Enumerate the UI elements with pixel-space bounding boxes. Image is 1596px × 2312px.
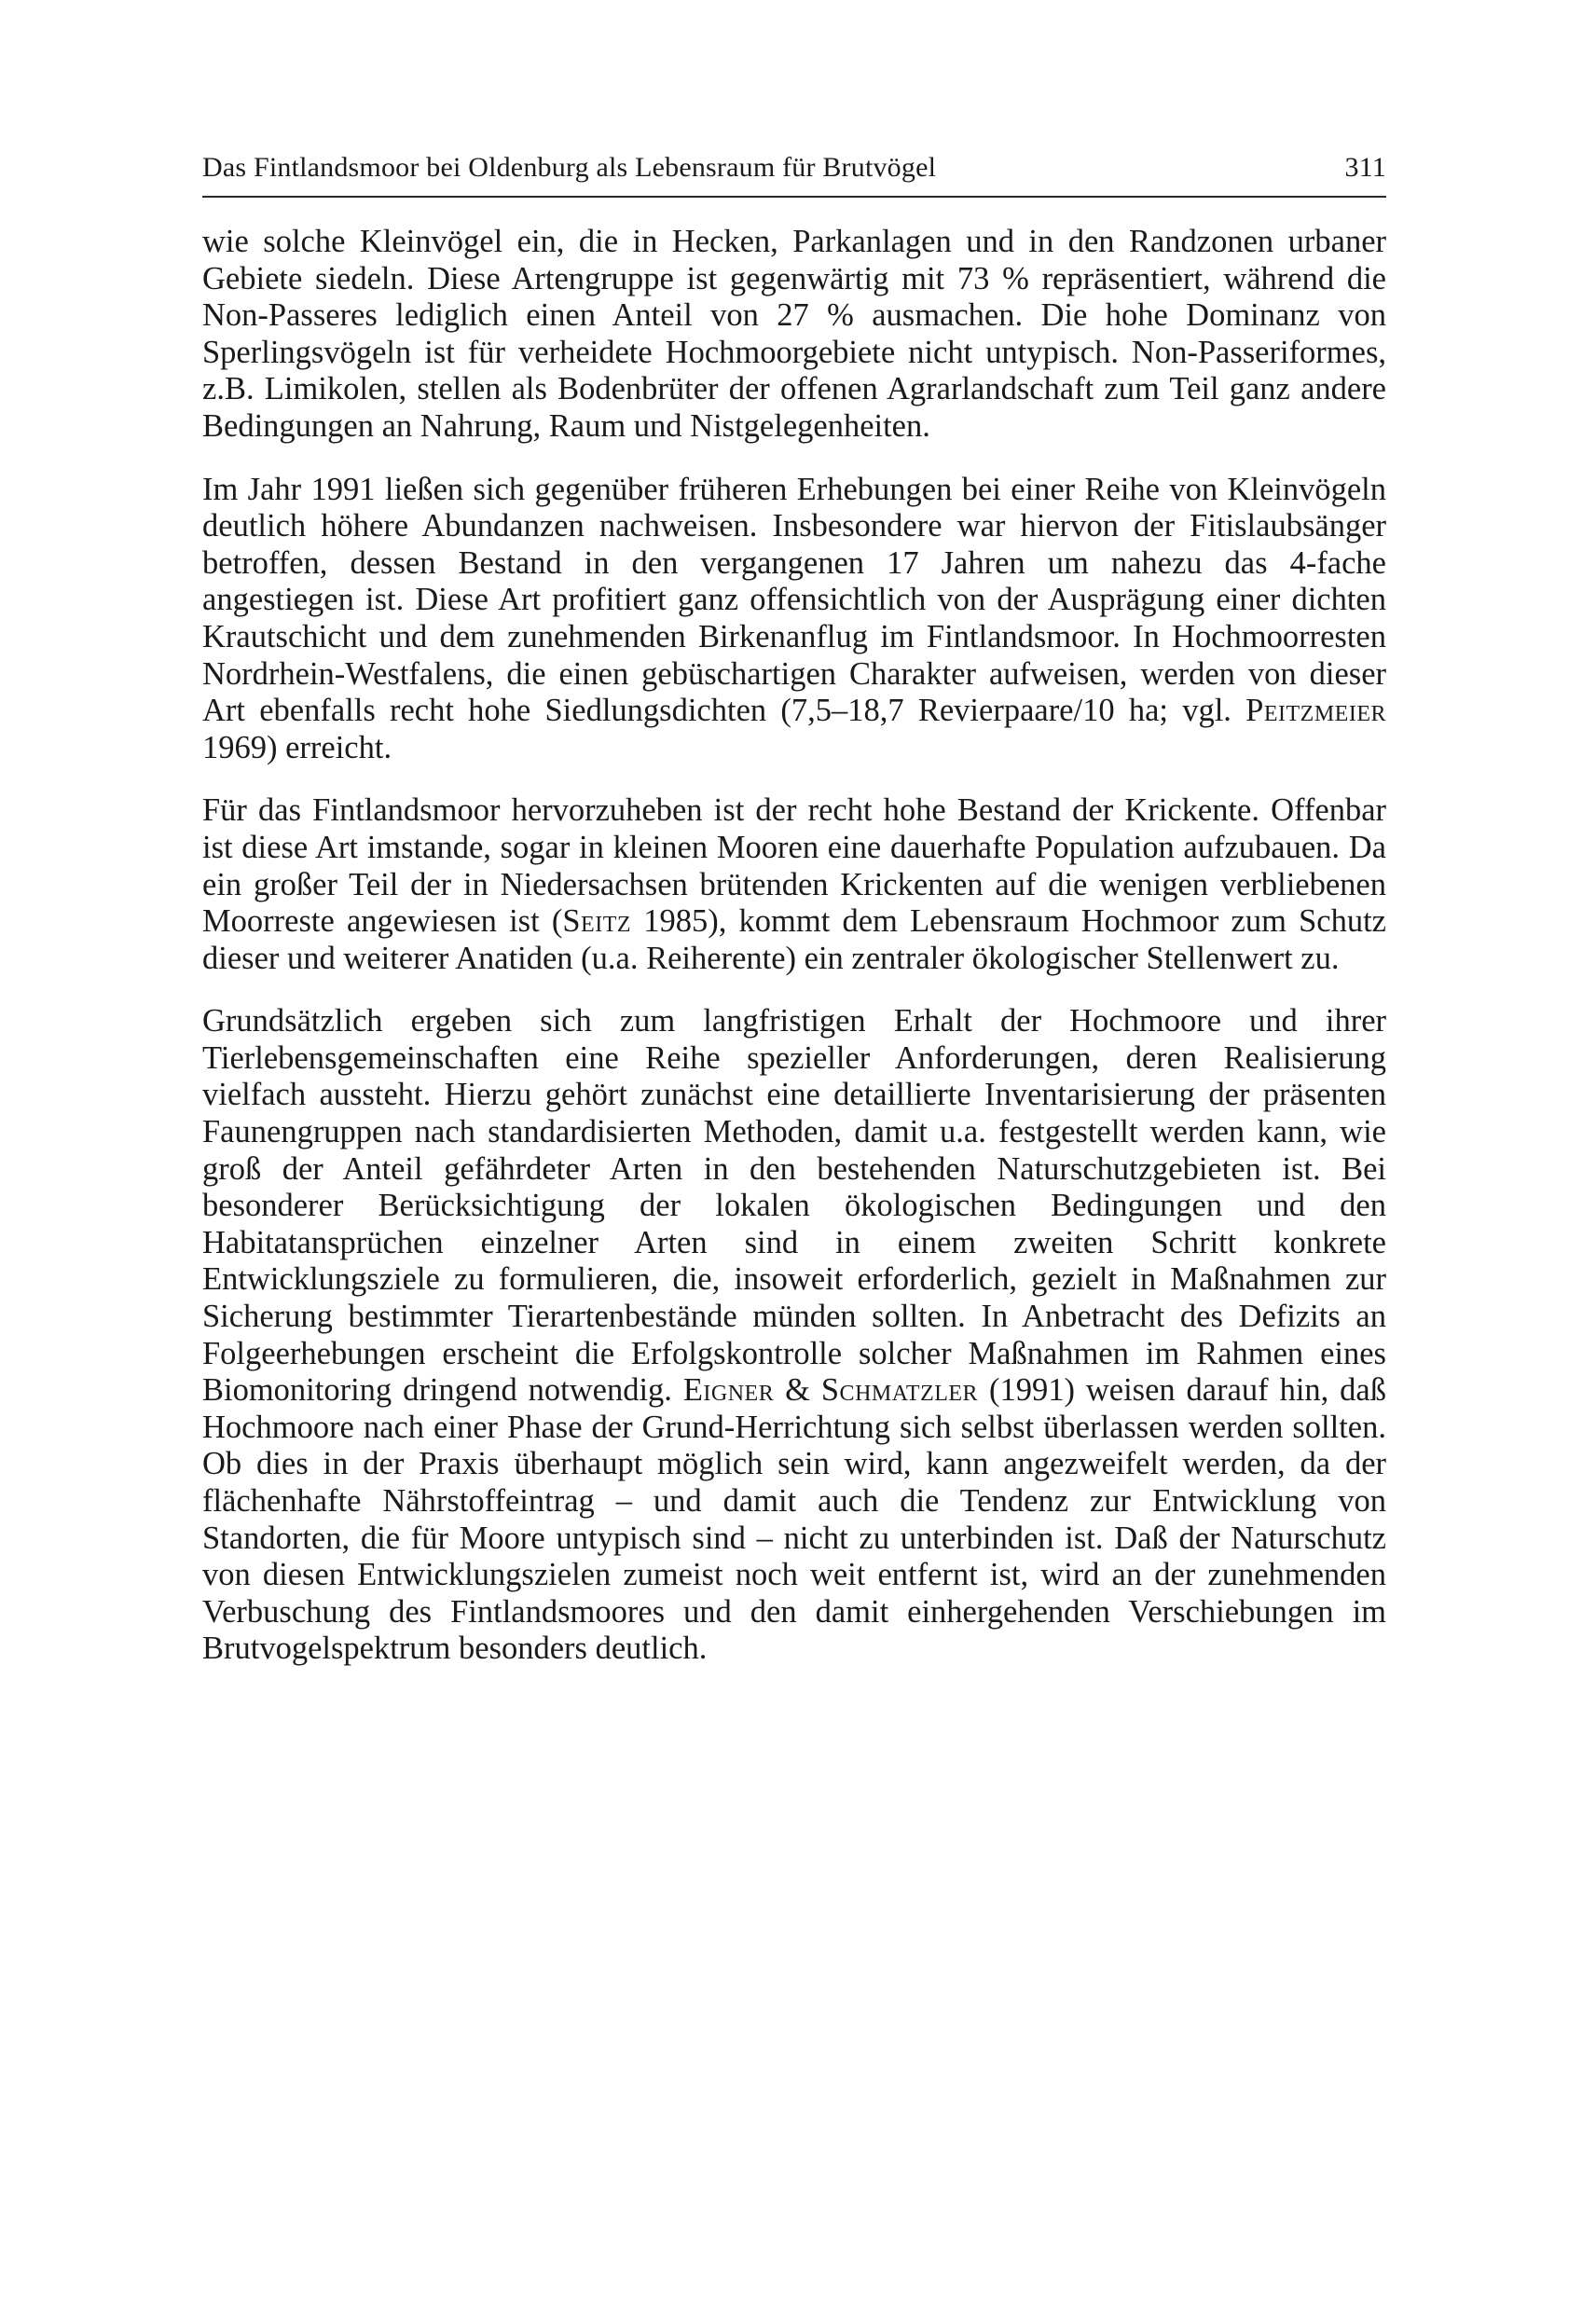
document-page	[202, 149, 1386, 1694]
paragraph-1-text: wie solche Kleinvögel ein, die in Hecken, Parkanlagen und in den Randzonen urbaner Gebiete siedeln. Diese Artengruppe ist gegenwärtig mit 73 % repräsentiert, während die Non-Passeres lediglich einen Anteil von 27 % ausmachen. Die hohe Dominanz von Sperlingsvögeln ist für verheidete Hochmoorgebiete nicht untypisch. Non-Passeriformes, z.B. Limikolen, stellen als Bodenbrüter der offenen Agrarlandschaft zum Teil ganz andere Bedingungen an Nahrung, Raum und Nistgelegenheiten.	[202, 224, 1386, 444]
paragraph-2-text-start: Im Jahr 1991 ließen sich gegenüber früheren Erhebungen bei einer Reihe von Kleinvögeln deutlich höhere Abundanzen nachweisen. Insbesondere war hiervon der Fitislaubsänger betroffen, dessen Bestand in den vergangenen 17 Jahren um nahezu das 4-fache angestiegen ist. Diese Art profitiert ganz offensichtlich von der Ausprägung einer dichten Krautschicht und dem zunehmenden Birkenanflug im Fintlandsmoor. In Hochmoorresten Nordrhein-Westfalens, die einen gebüschartigen Charakter aufweisen, werden von dieser Art ebenfalls recht hohe Siedlungsdichten (7,5–18,7 Revierpaare/10 ha; vgl.	[202, 471, 1386, 729]
citation-author-peitzmeier: Peitzmeier	[1245, 693, 1386, 729]
paragraph-3-text-start: Für das Fintlandsmoor hervorzuheben ist der recht hohe Bestand der Krickente. Offenbar ist diese Art imstande, sogar in kleinen Mooren eine dauerhafte Population aufzubauen. Da ein großer Teil der in Niedersachsen brütenden Krickenten auf die wenigen verbliebenen Moorreste angewiesen ist (	[202, 792, 1386, 940]
paragraph-3-text-end: 1985), kommt dem Lebensraum Hochmoor zum Schutz dieser und weiterer Anatiden (u.a. Reiherente) ein zentraler ökologischer Stellenwert zu.	[202, 903, 1386, 976]
paragraph-2-text-end: 1969) erreicht.	[202, 729, 392, 765]
paragraph-4-text-end: (1991) weisen darauf hin, daß Hochmoore nach einer Phase der Grund-Herrichtung sich selbst überlassen werden sollten. Ob dies in der Praxis überhaupt möglich sein wird, kann angezweifelt werden, da der flächenhafte Nährstoffeintrag – und damit auch die Tendenz zur Entwicklung von Standorten, die für Moore untypisch sind – nicht zu unterbinden ist. Daß der Naturschutz von diesen Entwicklungszielen zumeist noch weit entfernt ist, wird an der zunehmenden Verbuschung des Fintlandsmoores und den damit einhergehenden Verschiebungen im Brutvogelspektrum besonders deutlich.	[202, 1372, 1386, 1667]
paragraph-4	[202, 1003, 1386, 1668]
body-text	[202, 224, 1386, 1668]
paragraph-3	[202, 792, 1386, 977]
running-title: Das Fintlandsmoor bei Oldenburg als Lebensraum für Brutvögel	[202, 152, 937, 183]
page-number: 311	[1344, 152, 1386, 183]
citation-author-seitz: Seitz	[562, 903, 632, 940]
paragraph-2	[202, 472, 1386, 767]
paragraph-1	[202, 224, 1386, 446]
citation-author-eigner: Eigner	[682, 1372, 775, 1409]
paragraph-4-text-start: Grundsätzlich ergeben sich zum langfristigen Erhalt der Hochmoore und ihrer Tierlebensgemeinschaften eine Reihe spezieller Anforderungen, deren Realisierung vielfach aussteht. Hierzu gehört zunächst eine detaillierte Inventarisierung der präsenten Faunengruppen nach standardisierten Methoden, damit u.a. festgestellt werden kann, wie groß der Anteil gefährdeter Arten in den bestehenden Naturschutzgebieten ist. Bei besonderer Berücksichtigung der lokalen ökologischen Bedingungen und den Habitatansprüchen einzelner Arten sind in einem zweiten Schritt konkrete Entwicklungsziele zu formulieren, die, insoweit erforderlich, gezielt in Maßnahmen zur Sicherung bestimmter Tierartenbestände münden sollten. In Anbetracht des Defizits an Folgeerhebungen erscheint die Erfolgskontrolle solcher Maßnahmen im Rahmen eines Biomonitoring dringend notwendig.	[202, 1003, 1386, 1409]
running-header	[202, 149, 1386, 198]
citation-author-schmatzler: Schmatzler	[820, 1372, 979, 1409]
citation-ampersand: &	[774, 1372, 821, 1409]
